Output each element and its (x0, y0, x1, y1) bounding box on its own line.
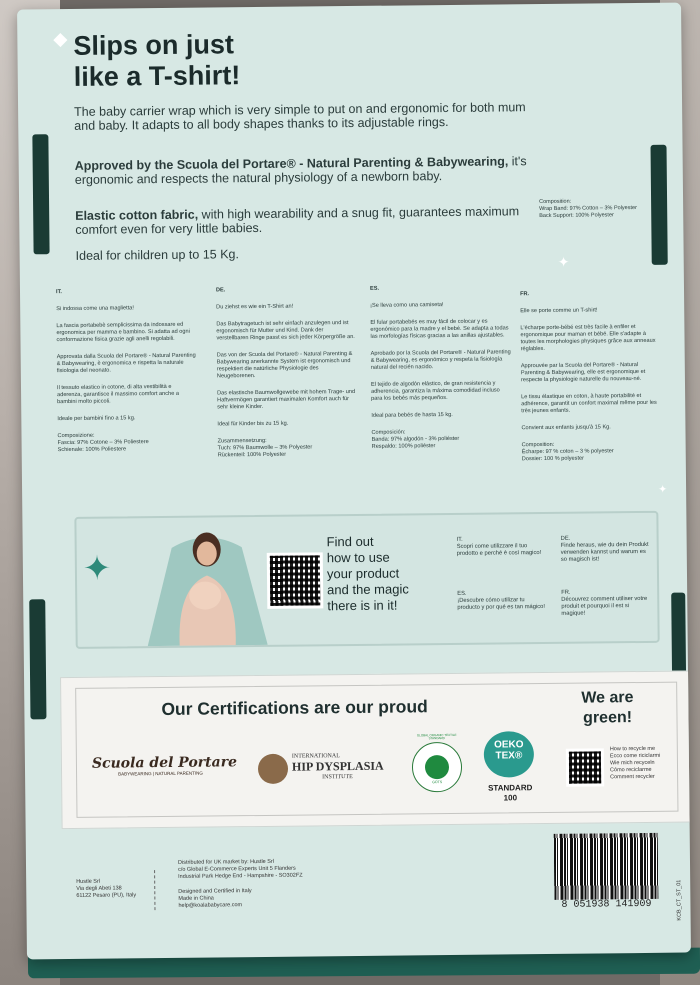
column-text: Composition: (521, 441, 555, 449)
column-text: Approuvée par la Scuola del Portare® - Natural Parenting & Babywearing, elle est ergonomique et respecte la physiologie naturelle du nouveau-né. (520, 362, 646, 384)
certifications-title-accent: proud (378, 696, 428, 717)
distributor-info (178, 859, 303, 910)
distributor-line: c/o Global E-Commerce Experts Unit 5 Flanders (178, 865, 296, 873)
column-de (216, 286, 358, 459)
column-text: Ideale per bambini fino a 15 kg. (57, 415, 136, 423)
certifications-title-main: Our Certifications are our (161, 696, 379, 720)
ideal-text: Ideal for children up to 15 Kg. (75, 247, 240, 263)
column-text: Aprobado por la Scuola del Portare® - Natural Parenting & Babywearing, es ergonómico y respeta la fisiología natural del recién nacido. (370, 349, 511, 371)
scuola-logo-title: Scuola del Portare (91, 754, 238, 772)
column-text: Composición: (371, 429, 406, 436)
approved-rest: it's ergonomic and respects the natural physiology of a newborn baby. (74, 154, 527, 187)
we-are-green-line-2: green! (583, 709, 633, 727)
column-text: Écharpe: 97 % coton – 3 % polyester (521, 448, 614, 456)
find-out-panel (74, 511, 659, 649)
barcode-number: 8 051938 141909 (561, 898, 652, 911)
hip-logo-line-1: INTERNATIONAL (291, 753, 340, 760)
column-text: El tejido de algodón elástico, de gran resistencia y adherencia, garantiza la máxima comodidad incluso para los bebés más pequeños. (370, 380, 500, 402)
sparkle-icon: ✦ (557, 253, 570, 270)
column-text: El fular portabebés es muy fácil de colocar y es ergonómico para la madre y el bebé. Se adapta a todas las morfologías físicas gracias a las anillas ajustables. (370, 318, 509, 340)
magic-lang: FR. (561, 589, 571, 596)
find-out-line: and the magic (327, 581, 409, 598)
barcode-bars (554, 833, 659, 900)
composition-line-1: Wrap Band: 97% Cotton – 3% Polyester (539, 205, 637, 213)
magic-text: Découvrez comment utiliser votre produit et pourquoi il est si magique! (561, 595, 648, 617)
recycle-line: Comment recycler (610, 773, 655, 781)
column-lang: FR. (520, 291, 530, 298)
column-text: Ideal für Kinder bis zu 15 kg. (217, 420, 289, 428)
magic-it (457, 536, 547, 558)
distributor-line: Distributed for UK market by: Hustle Srl (177, 858, 274, 866)
approved-bold: Approved by the Scuola del Portare® - Natural Parenting & Babywearing, (74, 154, 509, 173)
column-text: Schienale: 100% Poliestere (57, 446, 127, 454)
find-out-line: there is in it! (327, 597, 398, 614)
hip-dysplasia-emblem-icon (258, 754, 288, 784)
magic-lang: IT. (456, 536, 463, 543)
column-lang: IT. (55, 289, 62, 296)
elastic-text (75, 204, 525, 237)
scuola-logo-subtitle: BABYWEARING | NATURAL PARENTING (118, 770, 203, 777)
magic-text: ¡Descubre cómo utilizar tu producto y por qué es tan mágico! (457, 597, 546, 611)
design-line: help@koalababycare.com (178, 902, 243, 909)
column-lang: ES. (369, 285, 380, 292)
column-lang: DE. (215, 287, 226, 294)
composition-title: Composition: (539, 198, 572, 206)
column-text: Das von der Scuola del Portare® - Natural Parenting & Babywearing anerkannte System ist ergonomisch und respektiert die natürliche Physiologie des Neugeborenen. (216, 351, 353, 380)
column-text: Si indossa come una maglietta! (56, 305, 134, 313)
column-text: Das Babytragetuch ist sehr einfach anzulegen und ist ergonomisch für Mutter und Kind. Dank der verstellbaren Ringe passt es sich jeder Körpergröße an. (216, 320, 355, 342)
column-text: Convient aux enfants jusqu'à 15 Kg. (521, 424, 611, 432)
headline (73, 28, 374, 93)
column-text: Composizione: (57, 432, 95, 440)
address-line: Hustle Srl (76, 878, 101, 885)
standard-100 (478, 783, 542, 804)
column-text: Le tissu élastique en coton, à haute portabilité et adhérence, garantit un confort maximal même pour les très jeunes enfants. (521, 392, 657, 415)
mother-with-baby-photo (146, 527, 267, 646)
gots-logo-text: GLOBAL ORGANIC TEXTILE STANDARD (416, 732, 457, 741)
manufacturer-address (76, 878, 136, 900)
approved-text (75, 154, 545, 187)
scuola-del-portare-logo (92, 754, 237, 777)
hip-logo-line-3: INSTITUTE (322, 774, 353, 781)
recycle-line: How to recycle me (609, 745, 656, 753)
gots-shirt-icon (425, 755, 449, 779)
sparkle-icon-small: ✦ (658, 483, 668, 496)
magic-text: Finde heraus, wie du dein Produkt verwenden kannst und warum es so magisch ist! (560, 541, 649, 563)
recycle-qr-code[interactable] (566, 748, 604, 786)
column-text: Dossier: 100 % polyester (521, 455, 584, 463)
product-box-back (17, 3, 691, 960)
magic-lang: ES. (457, 590, 467, 597)
column-text: ¡Se lleva como una camiseta! (370, 302, 444, 309)
column-text: Das elastische Baumwollgewebe mit hohem Trage- und Haftvermögen garantiert maximalen Komfort auch für sehr kleine Kinder. (217, 388, 356, 411)
we-are-green-line-1: We are (581, 689, 634, 707)
diamond-icon (53, 33, 67, 47)
recycle-instructions (610, 746, 661, 782)
column-fr (520, 290, 662, 463)
design-line: Designed and Certified in Italy (178, 888, 252, 895)
box-tab-left-top (32, 134, 49, 254)
column-text: Approvata dalla Scuola del Portare® - Natural Parenting & Babywearing, è ergonomica e rispetta la naturale fisiologia del neonato. (56, 352, 196, 375)
magic-text: Scopri come utilizzare il tuo prodotto e perché è così magico! (456, 543, 542, 557)
standard-number: 100 (503, 793, 518, 803)
hip-logo-line-2: HIP DYSPLASIA (291, 758, 384, 774)
column-text: L'écharpe porte-bébé est très facile à enfiler et ergonomique pour maman et bébé. Elle s'adapte à toutes les morphologies physiques grâce aux anneaux réglables. (520, 324, 656, 353)
intro-text: The baby carrier wrap which is very simple to put on and ergonomic for both mum and baby. It adapts to all body shapes thanks to its adjustable rings. (74, 100, 526, 133)
standard-label: STANDARD (488, 783, 533, 793)
column-text: Rückenteil: 100% Polyester (217, 451, 287, 459)
sparkle-icon-teal: ✦ (82, 549, 112, 588)
address-line: Via degli Abeti 138 (76, 885, 122, 892)
headline-line-1: Slips on just (73, 29, 235, 61)
oeko-tex-line-2: TEX® (495, 750, 523, 762)
oeko-tex-logo (484, 731, 534, 778)
column-it (56, 288, 198, 454)
distributor-line: Industrial Park Hedge End - Hampshire - SO302FZ (178, 872, 303, 880)
we-are-green (581, 688, 634, 729)
column-text: Tuch: 97% Baumwolle – 3% Polyester (217, 444, 313, 452)
column-text: Respaldo: 100% poliéster (371, 443, 436, 450)
column-text: Il tessuto elastico in cotone, di alta vestibilità e aderenza, garantisce il massimo comfort anche a bambini molto piccoli. (56, 383, 179, 406)
find-out-line: Find out (326, 533, 374, 550)
find-out-line: how to use (326, 549, 390, 566)
find-out-text (327, 533, 410, 614)
find-out-line: your product (326, 565, 400, 582)
barcode (554, 833, 659, 914)
footer-divider (154, 870, 155, 910)
oeko-tex-line-1: OEKO (493, 739, 524, 751)
recycle-line: Cómo reciclarme (610, 766, 652, 774)
recycle-line: Wie mich recyceln (609, 759, 655, 767)
column-text: Elle se porte comme un T-shirt! (520, 307, 598, 315)
column-text: Banda: 97% algodón - 3% poliéster (371, 435, 460, 443)
column-text: Du ziehst es wie ein T-Shirt an! (216, 303, 294, 311)
recycle-line: Ecco come riciclarmi (609, 752, 661, 760)
gots-logo-subtext: GOTS (432, 780, 443, 785)
sku-code: KCB_CT_ST_01 (676, 879, 683, 921)
column-text: Ideal para bebés de hasta 15 kg. (371, 411, 453, 419)
magic-lang: DE. (560, 535, 571, 542)
certifications-title (161, 696, 428, 720)
magic-de (561, 535, 653, 564)
hip-dysplasia-logo (258, 753, 384, 781)
column-text: Fascia: 97% Cotone – 3% Poliestere (57, 439, 149, 447)
composition-block (539, 198, 659, 220)
composition-line-2: Back Support: 100% Polyester (539, 212, 614, 220)
gots-logo (412, 732, 463, 793)
elastic-rest: with high wearability and a snug fit, guarantees maximum comfort even for very little babies. (75, 204, 520, 237)
magic-fr (561, 589, 653, 618)
certifications-section (60, 670, 691, 829)
magic-es (457, 590, 547, 612)
qr-code[interactable] (267, 552, 324, 609)
column-text: La fascia portabebè semplicissima da indossare ed ergonomica per mamma e bambino. Si adatta ad ogni conformazione fisica grazie agli anelli regolabili. (56, 321, 190, 344)
elastic-bold: Elastic cotton fabric, (75, 207, 199, 223)
column-text: Zusammensetzung: (217, 437, 267, 445)
box-tab-left-bottom (29, 599, 46, 719)
column-es (370, 284, 512, 450)
address-line: 61122 Pesaro (PU), Italy (76, 892, 137, 899)
design-line: Made in China (178, 895, 214, 902)
headline-line-2: like a T-shirt! (73, 60, 241, 92)
